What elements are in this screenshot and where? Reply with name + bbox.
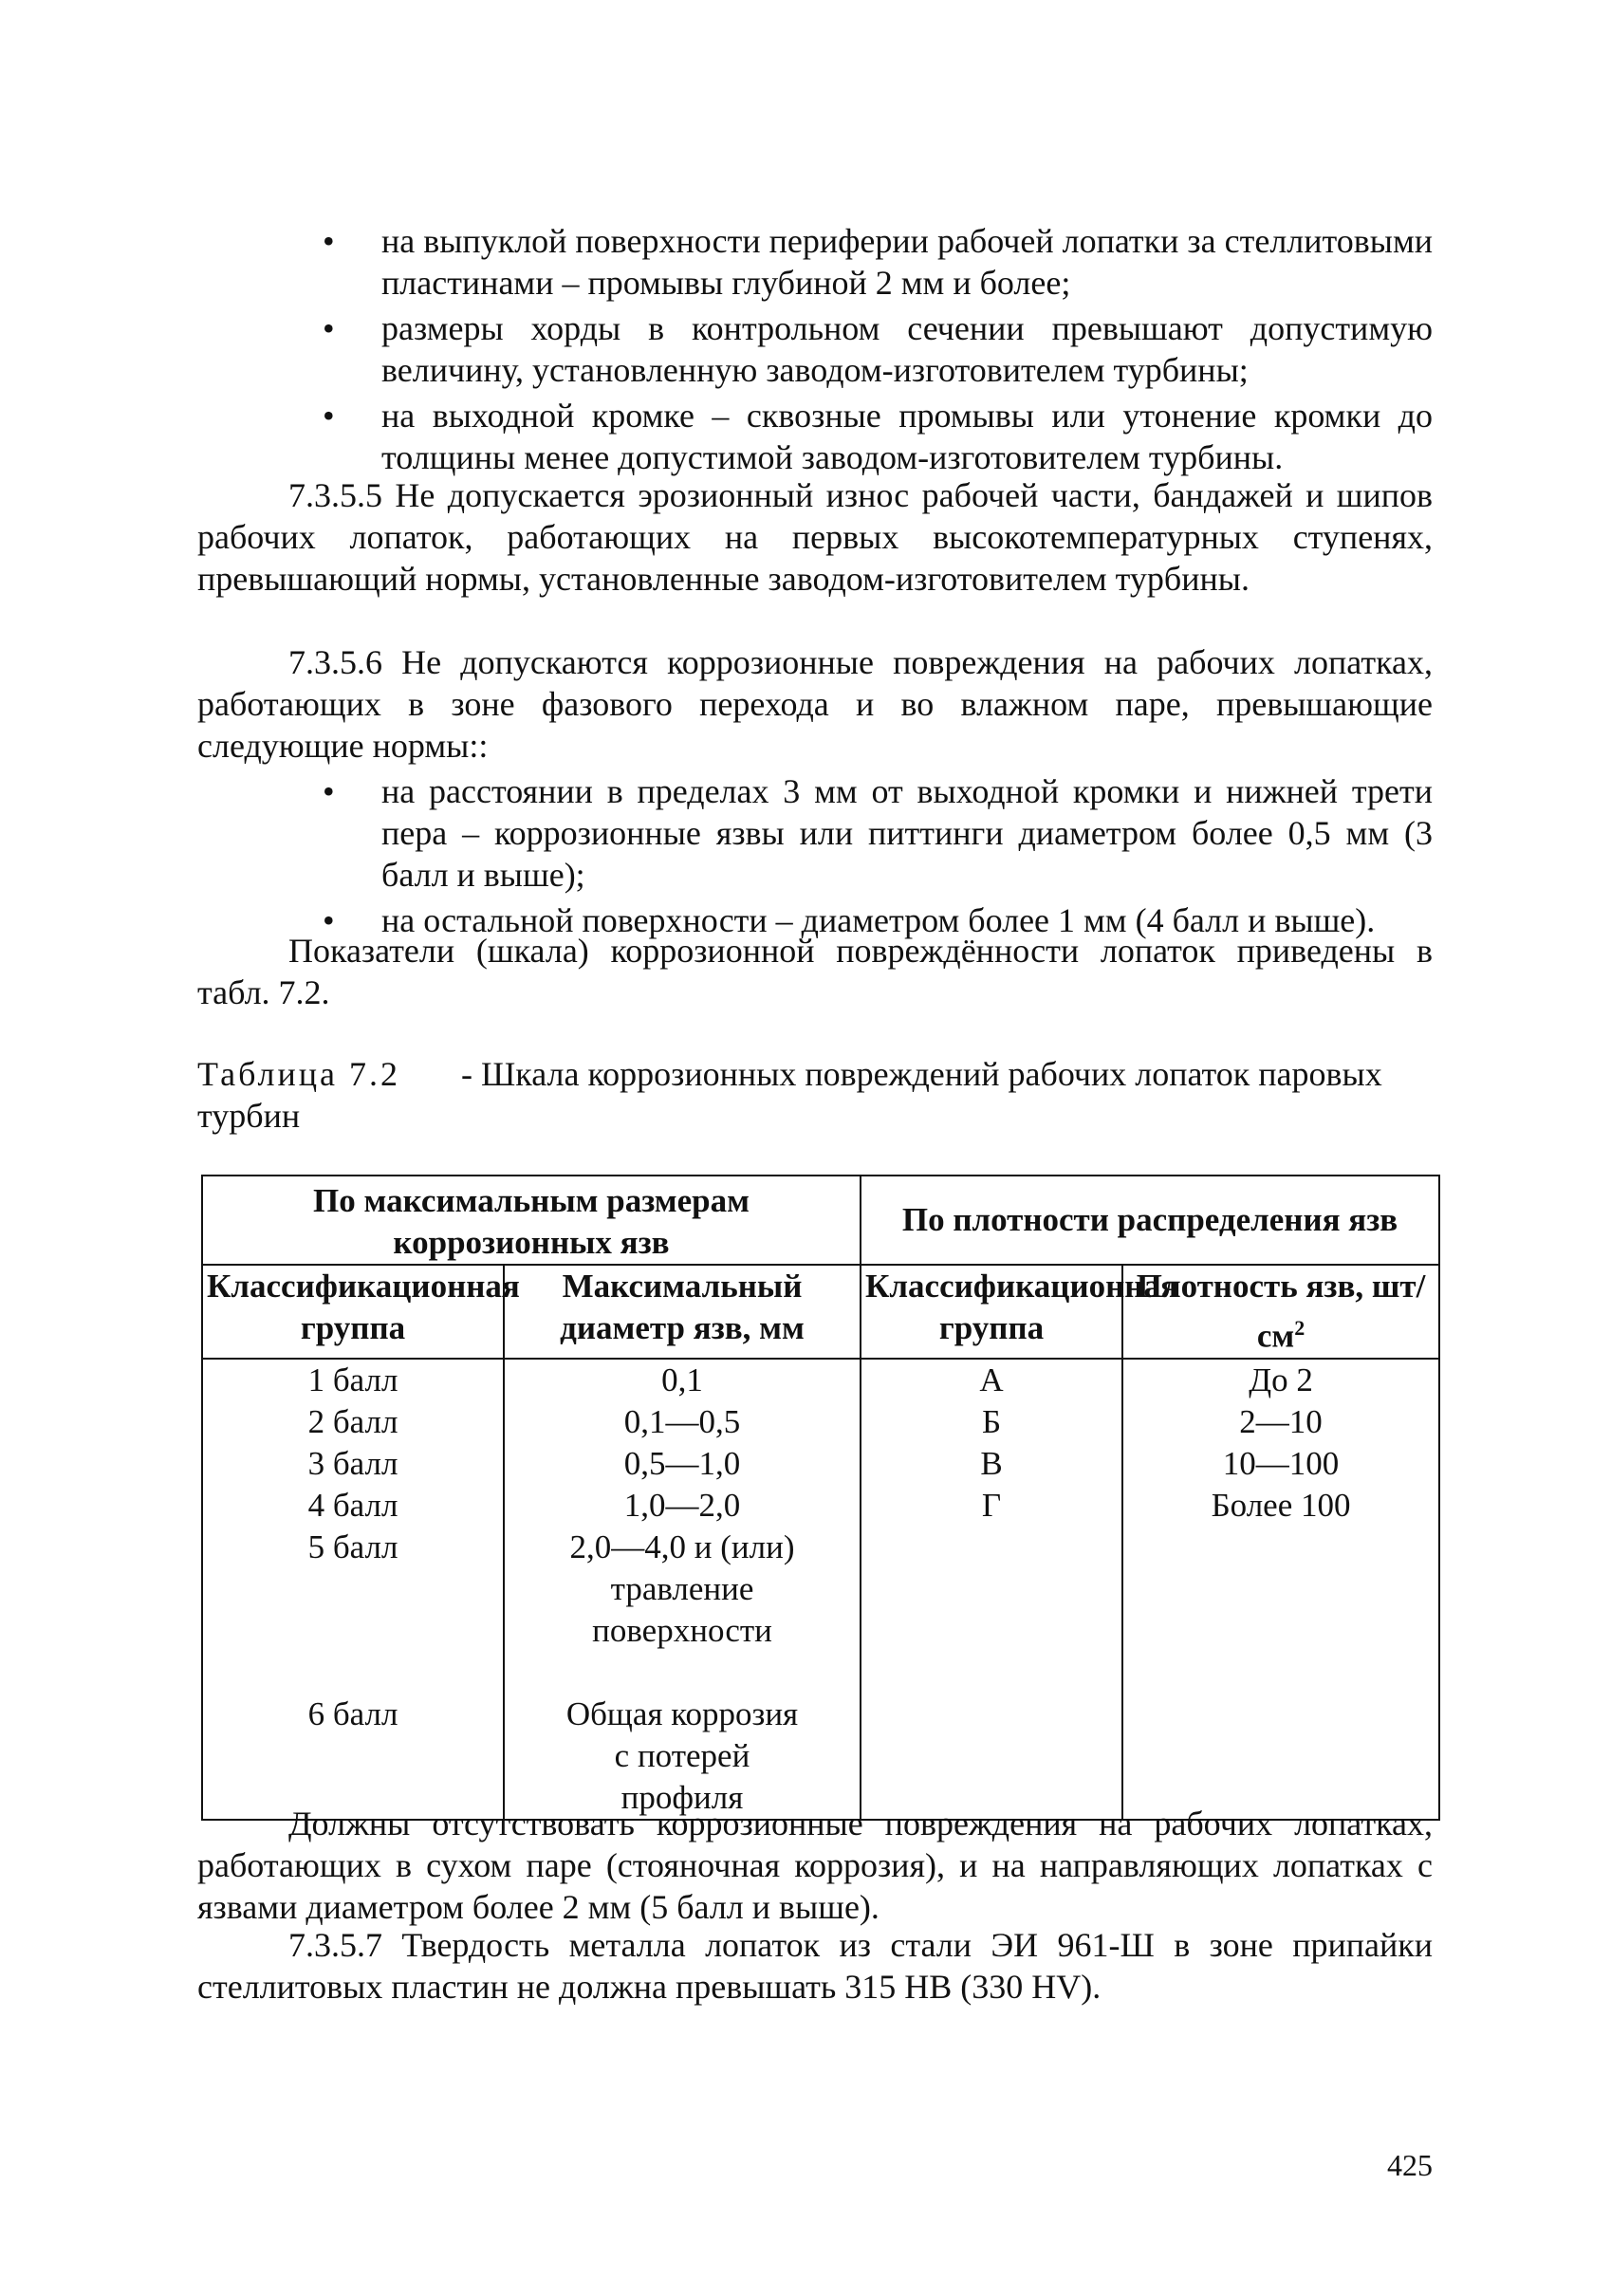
table-cell: Б [861, 1401, 1122, 1443]
col-header-density-text: Плотность язв, шт/см [1136, 1268, 1426, 1355]
col-header-class-group-density: Классификационная группа [861, 1265, 1122, 1359]
table-cell: 0,1 [504, 1359, 861, 1401]
list-item: • размеры хорды в контрольном сечении превышают допустимую величину, установленную заводом-изготовителем турбины; [323, 307, 1433, 391]
paragraph-7-3-5-7 [197, 1924, 1433, 2008]
table-cell: 6 балл [202, 1694, 504, 1820]
table-row [202, 1527, 1439, 1694]
table-row [202, 1359, 1439, 1401]
corrosion-scale-table [201, 1175, 1440, 1821]
bullet-list-corrosion-norms [323, 770, 1433, 945]
table-body [202, 1359, 1439, 1820]
table-cell: 2,0—4,0 и (или) травление поверхности [504, 1527, 861, 1694]
page-number: 425 [1387, 2148, 1433, 2182]
list-item: • на выпуклой поверхности периферии рабочей лопатки за стеллитовыми пластинами – промывы глубиной 2 мм и более; [323, 220, 1433, 304]
list-item: • на выходной кромке – сквозные промывы или утонение кромки до толщины менее допустимой заводом-изготовителем турбины. [323, 395, 1433, 478]
table-cell: 4 балл [202, 1485, 504, 1527]
group-header-density: По плотности распределения язв [861, 1176, 1439, 1265]
table-cell: 2—10 [1122, 1401, 1439, 1443]
paragraph-7-3-5-6 [197, 641, 1433, 767]
table-cell: До 2 [1122, 1359, 1439, 1401]
table-cell: 0,5—1,0 [504, 1443, 861, 1485]
table-cell: 10—100 [1122, 1443, 1439, 1485]
table-cell [861, 1694, 1122, 1820]
table-caption-text: - Шкала коррозионных повреждений рабочих лопаток паровых турбин [197, 1055, 1382, 1135]
table-cell: А [861, 1359, 1122, 1401]
paragraph-7-3-5-5 [197, 474, 1433, 600]
paragraph-text: 7.3.5.5 Не допускается эрозионный износ рабочей части, бандажей и шипов рабочих лопаток, работающих на первых высокотемпературных ступенях, превышающий нормы, установленные заводом-изготовителем турбины. [197, 476, 1433, 598]
paragraph-indicators [197, 930, 1433, 1013]
table-row [202, 1443, 1439, 1485]
table-cell: Более 100 [1122, 1485, 1439, 1527]
table-row [202, 1694, 1439, 1820]
table-cell: 0,1—0,5 [504, 1401, 861, 1443]
table-cell: 1 балл [202, 1359, 504, 1401]
col-header-class-group: Классификационная группа [202, 1265, 504, 1359]
col-header-density [1122, 1265, 1439, 1359]
table-caption [197, 1053, 1433, 1137]
paragraph-text: Должны отсутствовать коррозионные повреждения на рабочих лопатках, работающих в сухом паре (стояночная коррозия), и на направляющих лопатках с язвами диаметром более 2 мм (5 балл и выше). [197, 1805, 1433, 1926]
table-cell [861, 1527, 1122, 1694]
table-cell: Г [861, 1485, 1122, 1527]
table-cell [1122, 1527, 1439, 1694]
table-group-header-row [202, 1176, 1439, 1265]
col-header-density-superscript: 2 [1294, 1316, 1305, 1340]
col-header-max-diameter: Максимальный диаметр язв, мм [504, 1265, 861, 1359]
paragraph-dry-steam [197, 1803, 1433, 1928]
paragraph-text: 7.3.5.7 Твердость металла лопаток из стали ЭИ 961-Ш в зоне припайки стеллитовых пластин не должна превышать 315 НВ (330 HV). [197, 1926, 1433, 2006]
table-row [202, 1485, 1439, 1527]
table-cell: В [861, 1443, 1122, 1485]
table-caption-label: Таблица 7.2 [197, 1055, 400, 1093]
table-cell: 1,0—2,0 [504, 1485, 861, 1527]
table-cell: Общая коррозия с потерей профиля [504, 1694, 861, 1820]
paragraph-text: Показатели (шкала) коррозионной повреждённости лопаток приведены в табл. 7.2. [197, 932, 1433, 1011]
table-cell: 3 балл [202, 1443, 504, 1485]
group-header-size: По максимальным размерам коррозионных язв [202, 1176, 861, 1265]
list-item: • на остальной поверхности – диаметром более 1 мм (4 балл и выше). [323, 899, 1433, 941]
table-cell: 2 балл [202, 1401, 504, 1443]
table-cell [1122, 1694, 1439, 1820]
table-cell: 5 балл [202, 1527, 504, 1694]
list-item: • на расстоянии в пределах 3 мм от выходной кромки и нижней трети пера – коррозионные язвы или питтинги диаметром более 0,5 мм (3 балл и выше); [323, 770, 1433, 896]
bullet-list-blade-defects [323, 220, 1433, 482]
table-row [202, 1401, 1439, 1443]
paragraph-text: 7.3.5.6 Не допускаются коррозионные повреждения на рабочих лопатках, работающих в зоне фазового перехода и во влажном паре, превышающие следующие нормы:: [197, 643, 1433, 765]
table-column-header-row [202, 1265, 1439, 1359]
